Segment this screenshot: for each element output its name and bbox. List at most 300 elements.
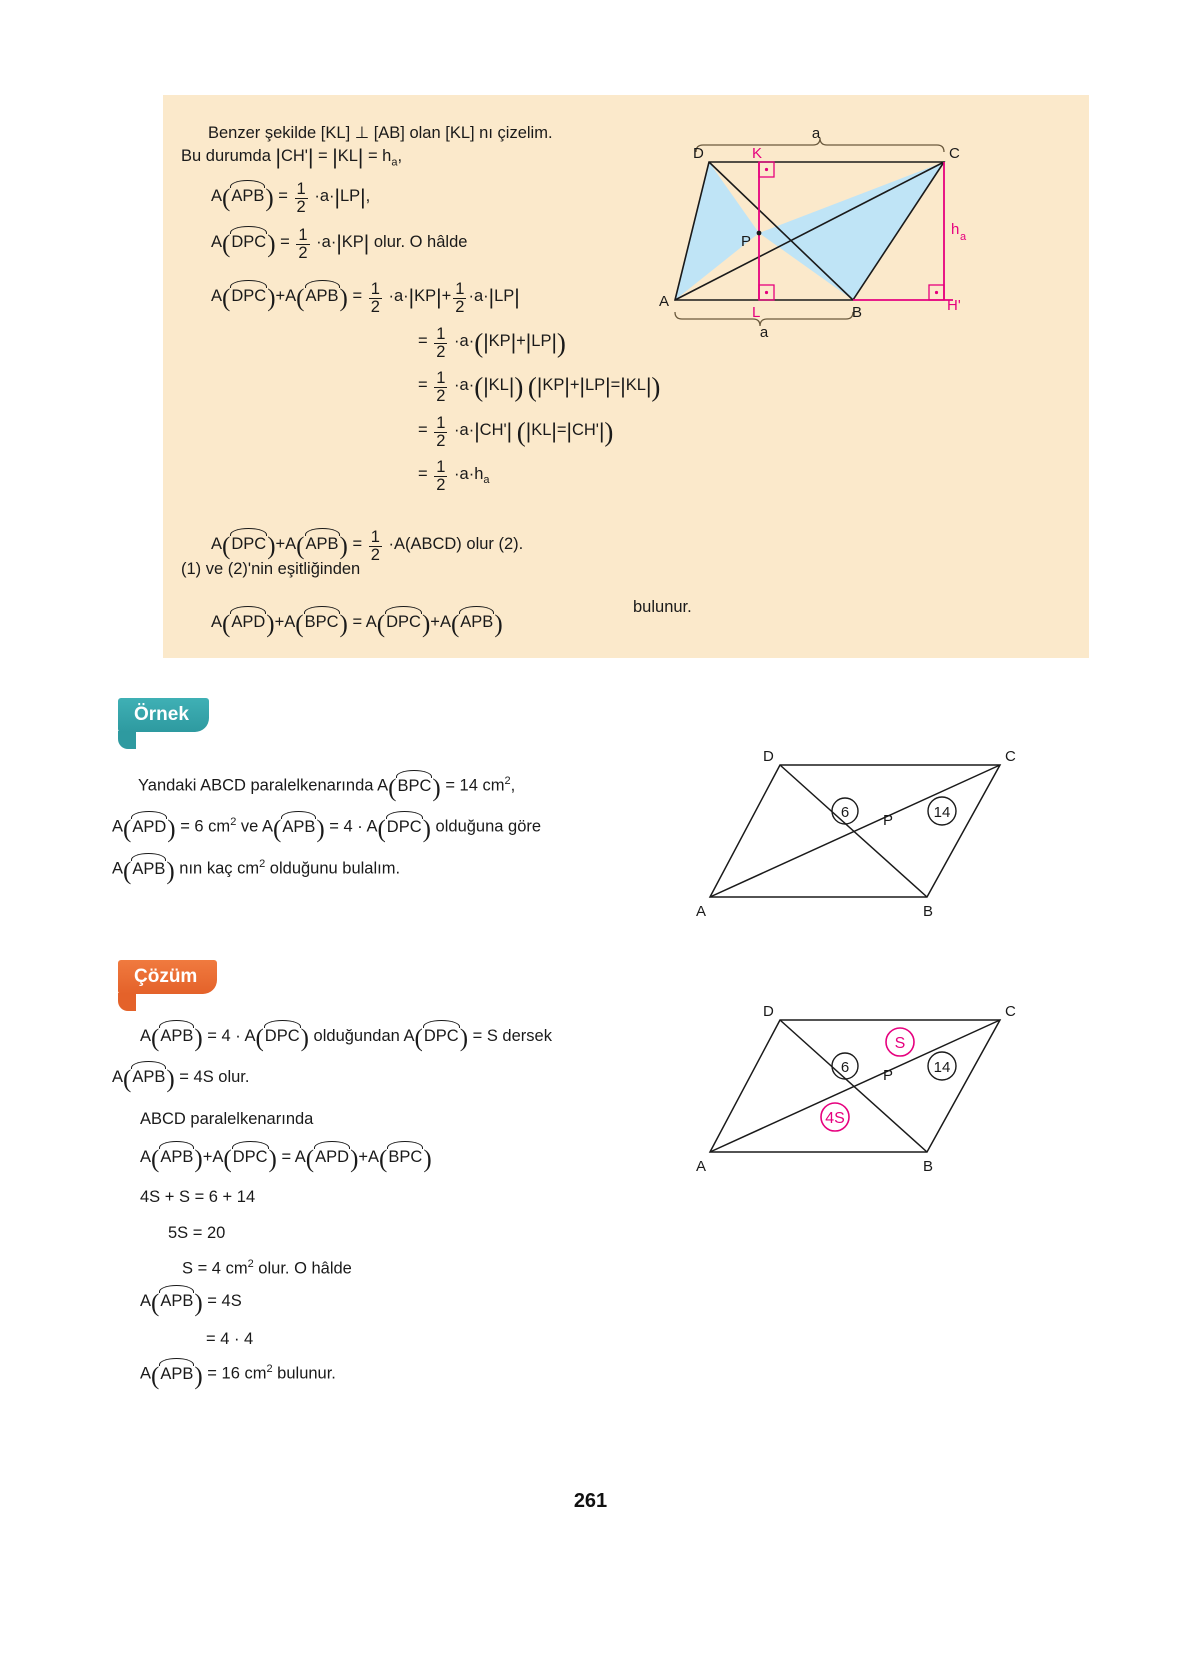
abs-bar: |	[525, 330, 532, 354]
segment-ch-prime: CH'	[479, 420, 507, 439]
area-fn-2: A	[403, 1027, 415, 1045]
paren-open-2: (	[296, 532, 305, 560]
paren-close: )	[194, 1025, 203, 1052]
arc-icon	[159, 1020, 194, 1028]
ornek-bulalim: olduğunu bulalım.	[269, 859, 401, 878]
paren-close-2: )	[339, 532, 348, 560]
paren-open-4: (	[379, 1146, 388, 1173]
paren-open: (	[123, 1066, 132, 1093]
label-b-vertex: B	[923, 1158, 934, 1175]
paren-close: )	[167, 815, 176, 843]
paren-close-2: )	[268, 1146, 277, 1173]
arc-group-2	[305, 287, 340, 306]
plus-sign: +	[516, 331, 526, 350]
paren-close: )	[166, 1066, 175, 1093]
numerator: 1	[436, 458, 446, 476]
fraction-half	[434, 459, 447, 494]
triangle-label-2: APB	[305, 286, 339, 305]
proof-eq-1	[211, 181, 370, 216]
abs-bar: |	[474, 419, 480, 443]
proof-eq-7: = $\frac{1}{2}$ $\cdot a\cdot h_a$	[418, 458, 490, 494]
cozum-eq-5s: 5S = 20	[168, 1224, 226, 1242]
dot-operator: ·	[316, 232, 322, 251]
height-h: h	[474, 464, 484, 483]
cozum-tab-label: Çözüm	[134, 966, 198, 987]
label-ha-subscript: a	[960, 231, 967, 243]
fraction-half	[369, 529, 382, 564]
arc-group	[230, 233, 267, 252]
abs-bar: |	[598, 419, 605, 443]
paren-open: (	[151, 1146, 160, 1173]
proof-line-1-text: Benzer şekilde [KL] ⊥ [AB] olan [KL] nı çizelim.	[208, 124, 553, 142]
plus-sign: +	[202, 1148, 213, 1166]
label-h-prime: H'	[947, 297, 961, 314]
paren-open: (	[222, 532, 231, 560]
superscript-2: 2	[504, 775, 511, 787]
paren-open-3: (	[377, 815, 386, 843]
superscript-2: 2	[230, 816, 237, 828]
paren-open: (	[151, 1290, 160, 1317]
cozum-eq-4s: = 4S	[207, 1292, 242, 1310]
right-angle-dot-h	[935, 291, 938, 294]
area-value-bottom: 4S	[825, 1110, 845, 1127]
equals-sign: =	[318, 147, 328, 165]
note-ch-prime: CH'	[571, 420, 599, 439]
denominator: 2	[436, 431, 446, 450]
proof-line-1	[208, 123, 553, 143]
eq8-tail: olur (2).	[466, 534, 524, 553]
plus-sign-2: +	[441, 286, 452, 305]
triangle-label-2: DPC	[232, 1148, 268, 1166]
cozum-line-5	[140, 1188, 255, 1207]
triangle-label-3: APD	[315, 1148, 350, 1166]
label-b-vertex: B	[923, 903, 934, 920]
diagonal-ac	[710, 765, 1000, 897]
triangle-label: APB	[132, 1068, 166, 1086]
base-a: a	[459, 420, 469, 439]
denominator: 2	[436, 386, 446, 405]
ornek-lead-text: Yandaki ABCD paralelkenarında	[138, 776, 374, 795]
arc-group-2	[232, 1148, 269, 1167]
denominator: 2	[370, 545, 380, 564]
area-fn: A	[112, 1068, 124, 1086]
equals-sign: =	[418, 464, 428, 483]
proof-comma: ,	[397, 147, 403, 165]
note-lp: LP	[584, 375, 606, 394]
numerator: 1	[296, 180, 306, 198]
arc-group	[131, 1068, 166, 1087]
label-p: P	[883, 812, 894, 829]
proof-kl: KL	[337, 147, 358, 165]
paren-open: (	[151, 1362, 160, 1390]
note-kl: KL	[531, 420, 552, 439]
area-fn-2: A	[212, 1148, 224, 1166]
paren-open: (	[474, 371, 484, 402]
arc-icon	[281, 811, 316, 819]
arc-icon	[385, 606, 422, 614]
abs-bar: |	[483, 330, 489, 354]
segment-lp: LP	[494, 286, 515, 305]
cozum-line-2	[112, 1066, 250, 1093]
paren-open: (	[222, 184, 231, 212]
proof-line-3	[181, 560, 360, 579]
abs-bar: |	[551, 419, 557, 443]
proof-eq-3: A( DPC)+A( APB) = $\frac{1}{2}$ ·a·|KP|+ $\frac{1}{2}$ ·a·|LP|	[211, 280, 520, 316]
cozum-oldugundan: olduğundan	[313, 1027, 400, 1045]
fraction-half	[434, 370, 447, 405]
ornek-tab-label: Örnek	[134, 704, 189, 725]
note-kp: KP	[542, 375, 565, 394]
abs-bar-open: |	[336, 231, 342, 255]
arc-group-4	[387, 1148, 423, 1167]
diagonal-db	[780, 765, 927, 897]
triangle-label-2: DPC	[264, 1027, 300, 1045]
area-fn-3: A	[365, 613, 377, 631]
cozum-abcd-text: ABCD paralelkenarında	[140, 1110, 314, 1128]
equals-sign: =	[418, 375, 428, 394]
dot-operator-2: ·	[329, 186, 335, 205]
plus-sign-2: +	[358, 1148, 369, 1166]
proof-ch-prime: CH'	[280, 147, 308, 165]
eq2-tail: olur. O hâlde	[373, 232, 468, 251]
dot-operator-2: ·	[330, 232, 337, 251]
base-a: a	[459, 464, 469, 483]
abs-bar-close-2: |	[357, 146, 364, 169]
abs-bar: |	[536, 374, 543, 398]
base-a-2: a	[473, 286, 484, 305]
segment-lp: LP	[531, 331, 552, 350]
area-fn: A	[140, 1148, 152, 1166]
arc-icon	[159, 1358, 194, 1366]
paren-open-2: (	[223, 1146, 232, 1173]
paren-close: )	[194, 1146, 203, 1173]
arc-group	[230, 613, 266, 632]
proof-h-subscript: a	[391, 156, 398, 169]
area-value-left: 6	[840, 804, 850, 821]
proof-line-2	[181, 147, 402, 168]
paren-close: )	[166, 857, 175, 885]
triangle-label: APB	[160, 1027, 194, 1045]
abs-bar: |	[566, 419, 572, 443]
paren-open-2: (	[296, 284, 305, 312]
plus-sign: +	[569, 375, 580, 394]
arc-group-3	[386, 818, 423, 837]
arc-icon	[159, 1285, 194, 1293]
triangle-label: DPC	[231, 534, 267, 553]
note-paren-close: )	[651, 371, 661, 402]
triangle-label: APB	[160, 1364, 194, 1383]
paren-close-2: )	[339, 611, 348, 638]
label-d-vertex: D	[763, 1003, 774, 1020]
ornek-value-6: = 6 cm	[180, 817, 231, 836]
numerator: 1	[436, 414, 446, 432]
proof-line-2-lead: Bu durumda	[181, 147, 271, 165]
equals-sign: =	[352, 286, 363, 305]
area-fn: A	[211, 534, 223, 553]
plus-sign: +	[274, 613, 285, 631]
equals-sign: =	[280, 232, 290, 251]
comma: ,	[365, 186, 371, 205]
paren-close-3: )	[350, 1146, 359, 1173]
numerator: 1	[298, 226, 308, 244]
cozum-bulunur: bulunur.	[277, 1364, 336, 1383]
triangle-label: BPC	[397, 776, 432, 795]
note-paren-open: (	[516, 416, 526, 447]
proof-eq-5: = $\frac{1}{2}$ ·a·(|KL|) (|KP|+|LP|=|KL|)	[418, 369, 661, 405]
area-fn: A	[211, 232, 223, 251]
paren-open: (	[123, 815, 132, 843]
paren-open: (	[222, 284, 231, 312]
label-a-top: a	[811, 125, 821, 142]
abs-bar: |	[436, 285, 442, 309]
abs-bar-open-2: |	[332, 146, 338, 169]
paren-close: )	[266, 611, 275, 638]
label-d-vertex: D	[693, 145, 704, 162]
label-a-bottom: a	[759, 324, 769, 341]
triangle-label: DPC	[231, 232, 267, 251]
base-a: a	[319, 186, 329, 205]
triangle-label-3: DPC	[423, 1027, 459, 1045]
area-value-right: 14	[933, 1059, 951, 1076]
paren-open: (	[222, 230, 231, 258]
arc-icon	[314, 1141, 350, 1149]
segment-kp: KP	[341, 232, 364, 251]
arc-group-2	[304, 613, 340, 632]
proof-eq-4: = $\frac{1}{2}$ ·a·(|KP|+|LP|)	[418, 325, 566, 361]
numerator: 1	[436, 369, 446, 387]
numerator: 1	[436, 325, 446, 343]
area-fn: A	[211, 186, 223, 205]
superscript-2: 2	[259, 858, 266, 870]
denominator: 2	[436, 475, 446, 494]
paren-open-2: (	[273, 815, 282, 843]
arc-group	[159, 1148, 194, 1167]
arc-group	[396, 777, 432, 796]
paren-close-2: )	[316, 815, 325, 843]
plus-sign: +	[275, 286, 286, 305]
abs-bar-close: |	[307, 146, 314, 169]
abs-bar: |	[620, 374, 626, 398]
label-a-vertex: A	[696, 1158, 707, 1175]
triangle-label-3: DPC	[386, 613, 421, 631]
point-p-dot	[757, 231, 762, 236]
cozum-olur-o-halde: olur. O hâlde	[258, 1259, 352, 1278]
cozum-line-4	[140, 1146, 432, 1173]
paren-close: )	[267, 284, 276, 312]
denominator: 2	[436, 342, 446, 361]
paren-open-3: (	[305, 1146, 315, 1173]
cozum-eq-4a: = 4 · A	[207, 1027, 256, 1045]
paren-open: (	[474, 327, 484, 358]
triangle-label-2: APB	[305, 534, 339, 553]
paren-close-2: )	[300, 1025, 309, 1052]
abs-bar-open: |	[334, 185, 340, 209]
cozum-line-1	[140, 1025, 552, 1052]
note-kl: KL	[625, 375, 646, 394]
numerator: 1	[370, 528, 380, 546]
arc-group	[230, 187, 265, 206]
cozum-diagram	[690, 1000, 1020, 1180]
proof-eq-h: = h	[367, 147, 392, 165]
area-fn-3: A	[294, 1148, 306, 1166]
base-a: a	[459, 375, 469, 394]
denominator: 2	[296, 197, 306, 216]
superscript-2: 2	[247, 1258, 254, 1270]
triangle-label: DPC	[231, 286, 267, 305]
paren-close: )	[267, 532, 276, 560]
area-fn: A	[140, 1292, 152, 1310]
label-b-vertex: B	[852, 304, 863, 321]
abs-bar-open: |	[275, 146, 281, 169]
arc-group	[159, 1292, 194, 1311]
ornek-diagram	[690, 745, 1020, 925]
arc-group-3	[385, 613, 422, 632]
area-fn-2: A	[284, 613, 296, 631]
denominator: 2	[370, 297, 380, 316]
height-subscript: a	[483, 474, 490, 487]
label-a-vertex: A	[659, 293, 670, 310]
paren-open-3: (	[414, 1025, 423, 1052]
paren-close: )	[267, 230, 276, 258]
proof-eq-2	[211, 227, 467, 262]
label-k: K	[752, 145, 763, 162]
note-paren-open: (	[527, 371, 537, 402]
triangle-label-4: APB	[460, 613, 494, 631]
paren-close-4: )	[494, 611, 503, 638]
abs-bar: |	[483, 374, 489, 398]
paren-close: )	[556, 327, 566, 358]
arc-icon	[386, 811, 423, 819]
cozum-line-3	[140, 1110, 313, 1129]
arc-icon	[304, 606, 340, 614]
paren-close: )	[514, 371, 524, 402]
paren-close-3: )	[421, 611, 431, 638]
paren-close-4: )	[423, 1146, 432, 1173]
cozum-s-dersek: = S dersek	[472, 1027, 552, 1045]
area-fn-2: A	[285, 286, 297, 305]
plus-sign: +	[275, 534, 286, 553]
arc-icon	[305, 528, 340, 536]
abs-bar: |	[525, 419, 532, 443]
bulunur-text: bulunur.	[633, 598, 692, 616]
paren-close: )	[432, 774, 441, 802]
proof-panel	[163, 95, 1089, 658]
paren-close-2: )	[339, 284, 348, 312]
right-angle-dot-k	[765, 168, 768, 171]
base-a: a	[393, 286, 404, 305]
area-fn: A	[112, 859, 124, 878]
equals-sign-2: =	[610, 375, 621, 394]
ornek-line-3	[112, 857, 401, 885]
paren-open-4: (	[450, 611, 460, 638]
denominator: 2	[298, 243, 308, 262]
plus-sign-2: +	[430, 613, 440, 631]
triangle-bpc-fill	[759, 162, 944, 300]
abs-bar: |	[510, 330, 517, 354]
segment-kp: KP	[488, 331, 511, 350]
abs-bar-close: |	[363, 231, 370, 255]
dot-operator: ·	[314, 186, 320, 205]
area-fn: A	[377, 776, 389, 795]
area-fn: A	[211, 613, 223, 631]
ornek-ve-a: ve A	[240, 817, 274, 836]
arc-group-2	[264, 1027, 301, 1046]
label-l: L	[752, 304, 761, 321]
fraction-half-2	[453, 281, 466, 316]
equals-sign: =	[418, 331, 428, 350]
cozum-line-6	[168, 1224, 225, 1243]
triangle-label-4: BPC	[388, 1148, 423, 1166]
label-c-vertex: C	[949, 145, 960, 162]
ornek-line-2	[112, 815, 542, 843]
paren-close: )	[194, 1290, 203, 1317]
dot-operator: ·	[388, 534, 394, 553]
abs-bar: |	[564, 374, 570, 398]
equals-sign-2: =	[556, 420, 567, 439]
paren-close: )	[194, 1362, 203, 1390]
ornek-nin-kac-cm: nın kaç cm	[179, 859, 260, 878]
arc-group	[131, 818, 167, 837]
fraction-half	[369, 281, 382, 316]
segment-kp: KP	[414, 286, 437, 305]
area-fn: A	[140, 1364, 152, 1383]
cozum-final-value: = 16 cm	[207, 1364, 267, 1383]
equals-sign: =	[352, 534, 363, 553]
label-c-vertex: C	[1005, 1003, 1016, 1020]
arc-group	[159, 1365, 194, 1384]
arc-group	[131, 860, 166, 879]
arc-icon	[230, 226, 267, 234]
abs-bar: |	[488, 285, 495, 309]
label-ha: h	[951, 221, 960, 238]
fraction-half	[296, 227, 309, 262]
superscript-2: 2	[266, 1363, 273, 1375]
cozum-line-9	[206, 1330, 253, 1349]
arc-icon	[230, 606, 266, 614]
equals-sign: =	[418, 420, 428, 439]
abs-bar: |	[579, 374, 585, 398]
triangle-label: APD	[231, 613, 266, 631]
proof-eq-9	[211, 611, 503, 638]
triangle-label: APB	[160, 1148, 194, 1166]
fraction-half	[295, 181, 308, 216]
cozum-line-10	[140, 1362, 336, 1390]
cozum-line-7	[182, 1258, 352, 1279]
paren-open-2: (	[295, 611, 304, 638]
area-fn-2: A	[285, 534, 297, 553]
arc-group-4	[459, 613, 494, 632]
label-c-vertex: C	[1005, 748, 1016, 765]
paren-close-3: )	[459, 1025, 469, 1052]
equals-sign: =	[352, 613, 363, 631]
note-paren-close: )	[604, 416, 614, 447]
arc-icon	[230, 528, 267, 536]
arc-icon	[387, 1141, 423, 1149]
segment-kl: KL	[488, 375, 509, 394]
arc-icon	[459, 606, 494, 614]
equals-sign: =	[281, 1148, 292, 1166]
area-value-left: 6	[840, 1059, 850, 1076]
paren-open-2: (	[255, 1025, 264, 1052]
triangle-label: APB	[231, 186, 265, 205]
paren-close-3: )	[422, 815, 431, 843]
arc-icon	[232, 1141, 269, 1149]
area-value-right: 14	[933, 804, 951, 821]
abs-bar: |	[551, 330, 557, 354]
arc-group-3	[423, 1027, 460, 1046]
abs-bar: |	[408, 285, 415, 309]
denominator: 2	[455, 297, 465, 316]
